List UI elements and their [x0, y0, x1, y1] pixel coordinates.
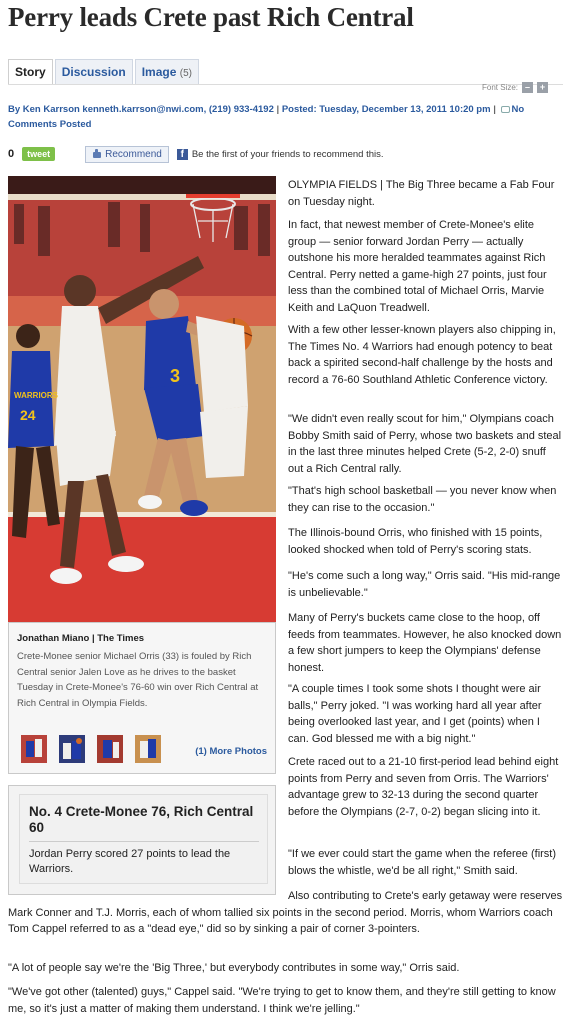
tweet-count: 0: [8, 148, 15, 160]
photo-thumbnails: [21, 735, 173, 763]
facebook-recommend-text: Be the first of your friends to recommend this.: [191, 148, 384, 160]
score-summary: Jordan Perry scored 27 points to lead the Warriors.: [29, 848, 231, 875]
byline-separator: |: [490, 104, 499, 115]
tab-image-count: (5): [179, 68, 192, 79]
article-paragraph: Crete raced out to a 21-10 first-period lead behind eight points from Perry and seven from Orris. The Warriors' advantage grew to 32-13 during the second quarter before the Olympians (2-7, 0-2) began slicing into it.: [288, 756, 559, 818]
more-photos-link[interactable]: (1) More Photos: [195, 746, 267, 757]
font-size-control: [482, 82, 548, 93]
tab-story-label: Story: [15, 65, 46, 79]
photo-thumbnail[interactable]: [97, 735, 123, 763]
facebook-icon: f: [177, 149, 188, 160]
photo-caption-box: [8, 622, 276, 774]
article-tabs: [8, 59, 201, 85]
font-decrease-button[interactable]: –: [522, 82, 533, 93]
posted-date: Posted: Tuesday, December 13, 2011 10:20 pm: [281, 104, 491, 115]
photo-thumbnail[interactable]: [135, 735, 161, 763]
basketball-photo-illustration: [8, 176, 276, 622]
article-headline: Perry leads Crete past Rich Central: [8, 2, 414, 32]
tab-discussion-label: Discussion: [61, 65, 126, 79]
thumbnail-image: [21, 735, 47, 763]
tab-divider: [8, 84, 563, 85]
score-title: No. 4 Crete-Monee 76, Rich Central 60: [29, 804, 254, 835]
font-increase-button[interactable]: +: [537, 82, 548, 93]
article-paragraph: OLYMPIA FIELDS | The Big Three became a Fab Four on Tuesday night.: [288, 179, 555, 208]
jersey-number: 3: [170, 366, 181, 386]
byline-separator: |: [273, 104, 282, 115]
jersey-number: 24: [20, 407, 36, 423]
tab-image-label: Image: [141, 65, 177, 79]
article-paragraph: "We didn't even really scout for him," Olympians coach Bobby Smith said of Perry, whose two baskets and steal in the last three minutes helped Crete (5-2, 2-0) snuff out a Rich Central rally.: [288, 413, 562, 475]
tweet-button[interactable]: tweet: [22, 147, 55, 161]
recommend-button[interactable]: [85, 146, 169, 163]
article-paragraph: "That's high school basketball — you never know when they can rise to the occasion.": [288, 485, 557, 514]
thumbnail-image: [97, 735, 123, 763]
author-contact[interactable]: By Ken Karrson kenneth.karrson@nwi.com, (219) 933-4192: [8, 104, 274, 115]
jersey-text: WARRIORS: [14, 391, 58, 400]
score-box-inner: [19, 794, 268, 884]
tab-story[interactable]: [8, 59, 53, 85]
thumbnail-image: [135, 735, 161, 763]
article-photo[interactable]: [8, 176, 276, 622]
byline: [8, 102, 556, 132]
recommend-label: Recommend: [105, 148, 162, 160]
photo-caption: Crete-Monee senior Michael Orris (33) is fouled by Rich Central senior Jalen Love as he drives to the basket Tuesday in Crete-Monee's 76-60 win over Rich Central at Rich Central in Olympia Fields.: [17, 651, 259, 709]
thumbs-up-icon: [92, 149, 102, 159]
article-paragraph: "If we ever could start the game when the referee (first) blows the whistle, we'd be all right," Smith said.: [288, 848, 557, 877]
article-paragraph: "A lot of people say we're the 'Big Three,' but everybody contributes in some way," Orris said.: [8, 962, 460, 974]
article-paragraph: Also contributing to Crete's early getaway were reserves Mark Conner and T.J. Morris, each of whom tallied six points in the second period. Morris, whom Warriors coach Tom Cappel referred to as a "dead eye," did so by sinking a pair of corner 3-pointers.: [8, 890, 563, 935]
article-paragraph: The Illinois-bound Orris, who finished with 15 points, looked shocked when told of Perry's scoring stats.: [288, 527, 543, 556]
article-paragraph: In fact, that newest member of Crete-Monee's elite group — senior forward Jordan Perry — actually outshone his more heralded teammates against Rich Central. Perry netted a game-high 27 points, just four less than the combined total of Michael Orris, Marvie Keith and LaQuon Treadwell.: [288, 219, 547, 314]
article-paragraph: With a few other lesser-known players also chipping in, The Times No. 4 Warriors had enough potency to beat back a spirited second-half challenge by the hosts and record a 76-60 Southland Athletic Conference victory.: [288, 324, 556, 386]
article-paragraph: "He's come such a long way," Orris said. "His mid-range is unbelievable.": [288, 570, 561, 599]
article-paragraph: "We've got other (talented) guys," Cappel said. "We're trying to get to know them, and they're still getting to know me, so it's just a matter of making them understand. I think we're jelling.": [8, 986, 556, 1015]
score-box: [8, 785, 276, 895]
score-divider: [29, 841, 259, 842]
photo-credit: Jonathan Miano | The Times: [17, 633, 145, 644]
tab-image[interactable]: [135, 59, 199, 85]
article-paragraph: Many of Perry's buckets came close to the hoop, off feeds from teammates. However, he also knocked down a few short jumpers to keep the Olympians' defense honest.: [288, 612, 562, 674]
social-bar: [8, 144, 384, 164]
comments-link[interactable]: No Comments Posted: [8, 104, 525, 130]
tab-discussion[interactable]: [55, 59, 133, 85]
photo-thumbnail[interactable]: [59, 735, 85, 763]
font-size-label: Font Size:: [481, 83, 518, 92]
article-paragraph: "A couple times I took some shots I thought were air balls," Perry joked. "I was working hard all year after being overlooked last year, and I get (points) when I can. God blessed me with a big night.": [288, 683, 542, 745]
thumbnail-image: [59, 735, 85, 763]
photo-thumbnail[interactable]: [21, 735, 47, 763]
comment-icon: [501, 106, 510, 113]
